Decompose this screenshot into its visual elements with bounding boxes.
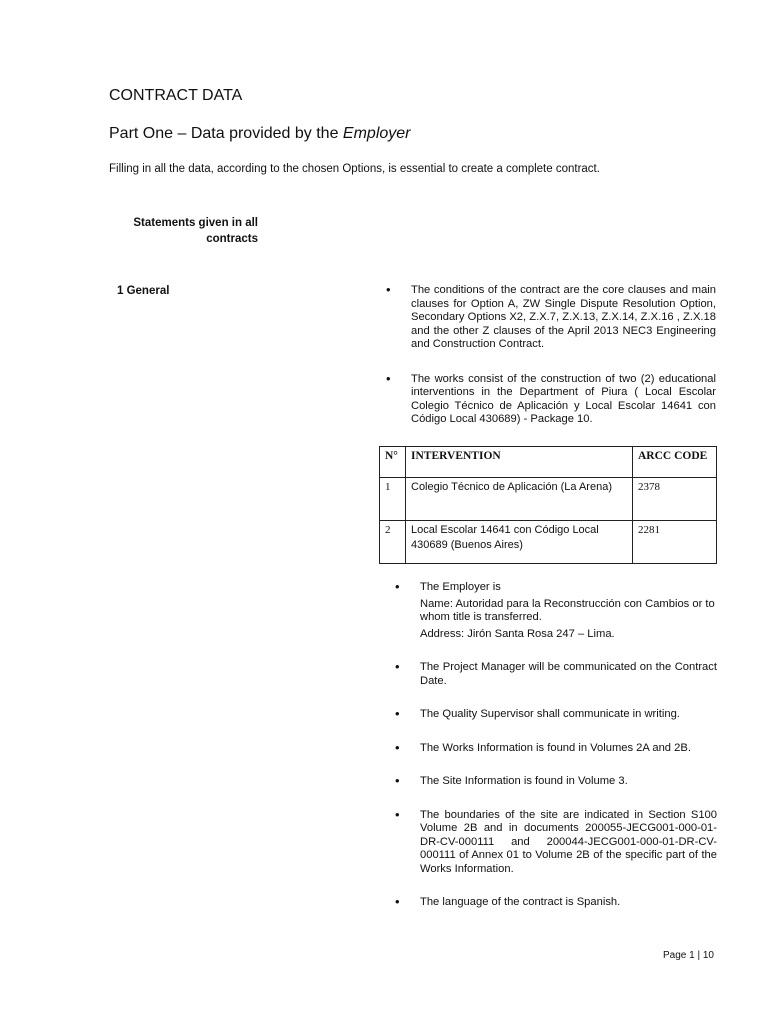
list-item: [395, 708, 717, 722]
list-item-text: The Works Information is found in Volumes 2A and 2B.: [420, 741, 691, 754]
bullet-icon: •: [395, 773, 400, 788]
table-cell-intervention: Local Escolar 14641 con Código Local 430689 (Buenos Aires): [406, 521, 633, 564]
table-row: [380, 478, 717, 521]
list-item-text: The Site Information is found in Volume 3.: [420, 775, 628, 787]
list-item-text: The boundaries of the site are indicated in Section S100 Volume 2B and in documents 200055-JECG001-000-01-DR-CV-000111 and 200044-JECG001-000-01-DR-CV-000111 of Annex 01 to Volume 2B of the specific part of the Works Information.: [420, 808, 717, 875]
table-cell-number: 1: [380, 478, 406, 521]
bullet-icon: •: [395, 579, 400, 594]
part-heading-emphasis: Employer: [342, 125, 411, 142]
list-item-text: The language of the contract is Spanish.: [420, 896, 621, 908]
list-item-employer: [395, 581, 717, 641]
list-item: [395, 775, 717, 789]
table-cell-arcc-code: 2378: [633, 478, 717, 521]
list-item-text: The Quality Supervisor shall communicate in writing.: [420, 708, 680, 720]
page-title: CONTRACT DATA: [109, 87, 243, 104]
intro-paragraph: Filling in all the data, according to the chosen Options, is essential to create a complete contract.: [109, 163, 600, 175]
employer-name: Name: Autoridad para la Reconstrucción con Cambios or to whom title is transferred.: [420, 597, 715, 623]
employer-lead: The Employer is: [420, 581, 501, 593]
list-item: [386, 284, 716, 352]
list-item-text: The Project Manager will be communicated on the Contract Date.: [420, 661, 717, 687]
part-heading: [109, 125, 411, 143]
list-item-text: The conditions of the contract are the core clauses and main clauses for Option A, ZW Single Dispute Resolution Option, Secondary Options X2, Z.X.7, Z.X.13, Z.X.14, Z.X.16 , Z.X.18 and the other Z clauses of the April 2013 NEC3 Engineering and Construction Contract.: [411, 284, 716, 350]
list-item: [386, 370, 716, 427]
bullet-list-top: [386, 284, 716, 427]
page-number: Page 1 | 10: [663, 950, 714, 961]
list-item: [395, 896, 717, 910]
bullet-icon: •: [395, 894, 400, 909]
section-label: 1 General: [117, 285, 170, 297]
table-cell-intervention: Colegio Técnico de Aplicación (La Arena): [406, 478, 633, 521]
bullet-icon: •: [395, 806, 400, 822]
column-header-intervention: INTERVENTION: [406, 447, 633, 478]
bullet-icon: •: [395, 659, 400, 674]
bullet-icon: •: [386, 370, 391, 386]
part-heading-text: Part One – Data provided by the: [109, 125, 343, 142]
employer-address: Address: Jirón Santa Rosa 247 – Lima.: [420, 627, 615, 640]
table-row: [380, 521, 717, 564]
list-item: [395, 806, 717, 877]
table-cell-number: 2: [380, 521, 406, 564]
bullet-icon: •: [386, 282, 391, 297]
list-item-text: The works consist of the construction of two (2) educational interventions in the Department of Piura ( Local Escolar Colegio Técnico de Aplicación y Local Escolar 14641 con Código Local 430689) - Package 10.: [411, 372, 716, 425]
list-item: [395, 739, 717, 756]
interventions-table: [379, 446, 717, 564]
table-header-row: [380, 447, 717, 478]
bullet-icon: •: [395, 706, 400, 721]
table-cell-arcc-code: 2281: [633, 521, 717, 564]
statements-label: Statements given in all contracts: [133, 217, 258, 245]
column-header-arcc-code: ARCC CODE: [633, 447, 717, 478]
bullet-icon: •: [395, 739, 400, 755]
bullet-list-bottom: [395, 581, 717, 910]
list-item: [395, 661, 717, 688]
column-header-number: N°: [380, 447, 406, 478]
